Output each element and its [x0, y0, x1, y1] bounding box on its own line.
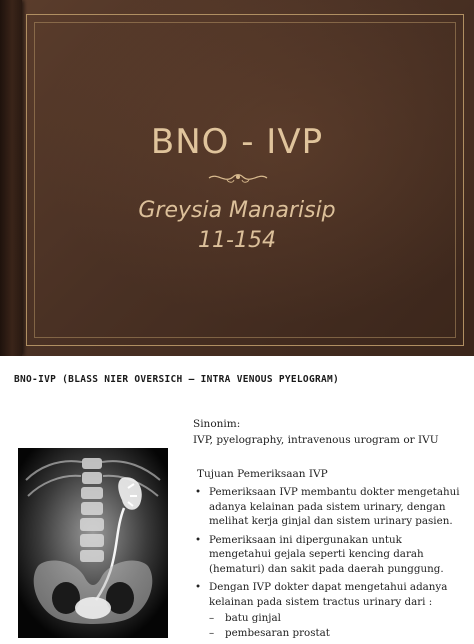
author-name: Greysia Manarisip — [138, 198, 336, 223]
xray-graphic — [18, 448, 168, 638]
list-item-text: Dengan IVP dokter dapat mengetahui adanya kelainan pada sistem tractus urinary dari : — [209, 581, 448, 608]
student-id: 11-154 — [198, 228, 276, 253]
sinonim-label: Sinonim: — [193, 418, 241, 430]
sinonim-text: IVP, pyelography, intravenous urogram or IVU — [193, 434, 439, 446]
ornament-flourish-icon — [207, 168, 269, 186]
sub-list-item: – pembesaran prostat — [209, 626, 463, 641]
list-item: • Pemeriksaan ini dipergunakan untuk mengetahui gejala seperti kencing darah (hematuri) dan sakit pada daerah punggung. — [193, 533, 463, 577]
list-item — [193, 580, 463, 640]
xray-image — [18, 448, 168, 638]
list-item: • Pemeriksaan IVP membantu dokter mengetahui adanya kelainan pada sistem urinary, dengan melihat kerja ginjal dan sistem urinary pasien. — [193, 485, 463, 529]
sub-list-item: – batu ginjal — [209, 611, 463, 626]
tujuan-label: Tujuan Pemeriksaan IVP — [197, 468, 328, 480]
slide-title: BNO - IVP — [150, 122, 324, 162]
book-spine — [0, 0, 22, 356]
sub-list — [209, 611, 463, 640]
content-slide — [0, 356, 474, 639]
purpose-list — [193, 485, 463, 644]
slide-heading: BNO-IVP (BLASS NIER OVERSICH – INTRA VENOUS PYELOGRAM) — [14, 374, 340, 385]
